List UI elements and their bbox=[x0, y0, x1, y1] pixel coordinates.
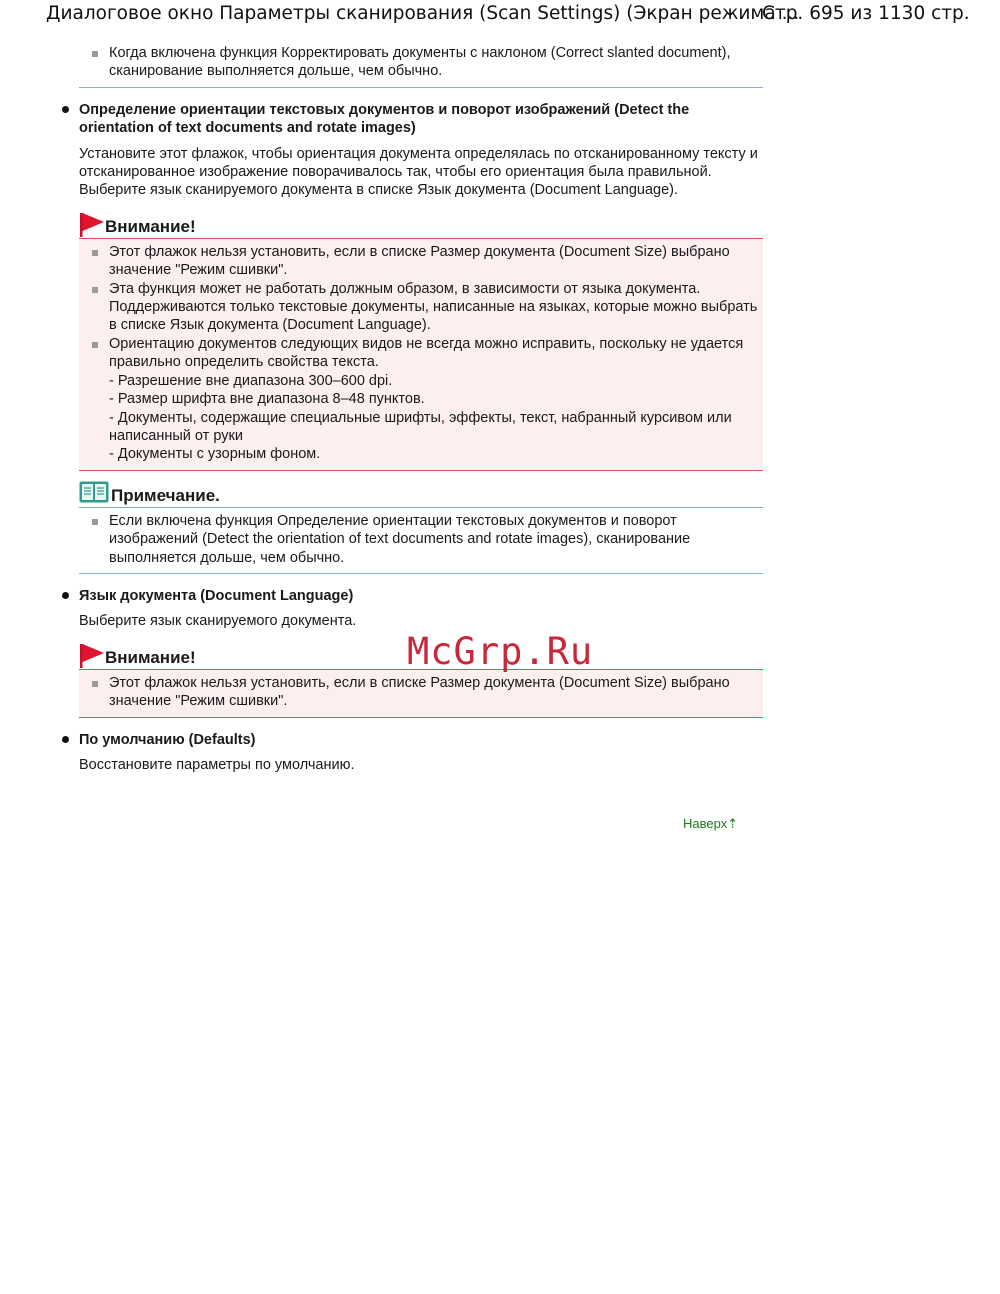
list-item: Эта функция может не работать должным образом, в зависимости от языка документа. Поддерживаются только текстовые документы, написанные на языках, которые можно выбрать в списке Язык документа (Document Language). bbox=[79, 280, 763, 335]
red-flag-icon bbox=[79, 643, 105, 669]
book-icon bbox=[79, 481, 109, 503]
section-description: Восстановите параметры по умолчанию. bbox=[79, 756, 355, 773]
list-item: Если включена функция Определение ориентации текстовых документов и поворот изображений (Detect the orientation of text documents and rotate images), сканирование выполняется дольше, чем обычно. bbox=[79, 512, 763, 567]
list-item: Этот флажок нельзя установить, если в списке Размер документа (Document Size) выбрано значение "Режим сшивки". bbox=[79, 674, 763, 711]
detect-orientation-section bbox=[79, 101, 763, 574]
sub-item: - Документы, содержащие специальные шрифты, эффекты, текст, набранный курсивом или написанный от руки bbox=[109, 409, 732, 444]
sub-item: - Разрешение вне диапазона 300–600 dpi. bbox=[109, 372, 393, 389]
watermark: McGrp.Ru bbox=[407, 630, 594, 673]
arrow-up-icon: ⇡ bbox=[727, 816, 739, 831]
list-item bbox=[79, 335, 763, 464]
page-counter: Стр. 695 из 1130 стр. bbox=[762, 3, 970, 24]
section-description: Выберите язык сканируемого документа. bbox=[79, 613, 357, 630]
defaults-section bbox=[79, 731, 763, 775]
list-item: Этот флажок нельзя установить, если в списке Размер документа (Document Size) выбрано значение "Режим сшивки". bbox=[79, 243, 763, 280]
section-title: По умолчанию (Defaults) bbox=[79, 731, 256, 748]
bullet-icon bbox=[62, 592, 69, 599]
red-flag-icon bbox=[79, 212, 105, 238]
sub-item: - Размер шрифта вне диапазона 8–48 пунктов. bbox=[109, 391, 425, 408]
section-title: Язык документа (Document Language) bbox=[79, 587, 354, 604]
page-title: Диалоговое окно Параметры сканирования (Scan Settings) (Экран режима ... bbox=[46, 3, 800, 24]
bullet-icon bbox=[62, 106, 69, 113]
note-title: Примечание. bbox=[111, 485, 220, 505]
caution-title: Внимание! bbox=[105, 216, 196, 236]
sub-item: - Документы с узорным фоном. bbox=[109, 446, 321, 463]
section-title: Определение ориентации текстовых документов и поворот изображений (Detect the orientation of text documents and rotate images) bbox=[79, 101, 690, 137]
back-to-top-label: Наверх bbox=[683, 816, 728, 831]
top-note-block bbox=[79, 44, 763, 88]
caution-box bbox=[79, 212, 763, 471]
list-item-text: Ориентацию документов следующих видов не всегда можно исправить, поскольку не удается правильно определить свойства текста. bbox=[109, 335, 744, 371]
back-to-top-link[interactable] bbox=[683, 816, 738, 832]
section-description: Установите этот флажок, чтобы ориентация документа определялась по отсканированному тексту и отсканированное изображение поворачивалось так, чтобы его ориентация была правильной. Выберите язык сканируемого документа в списке Язык документа (Document Language). bbox=[79, 145, 758, 199]
page-header bbox=[0, 0, 1000, 30]
note-box bbox=[79, 481, 763, 574]
bullet-icon bbox=[62, 736, 69, 743]
caution-title: Внимание! bbox=[105, 647, 196, 667]
list-item: Когда включена функция Корректировать документы с наклоном (Correct slanted document), сканирование выполняется дольше, чем обычно. bbox=[79, 44, 763, 81]
